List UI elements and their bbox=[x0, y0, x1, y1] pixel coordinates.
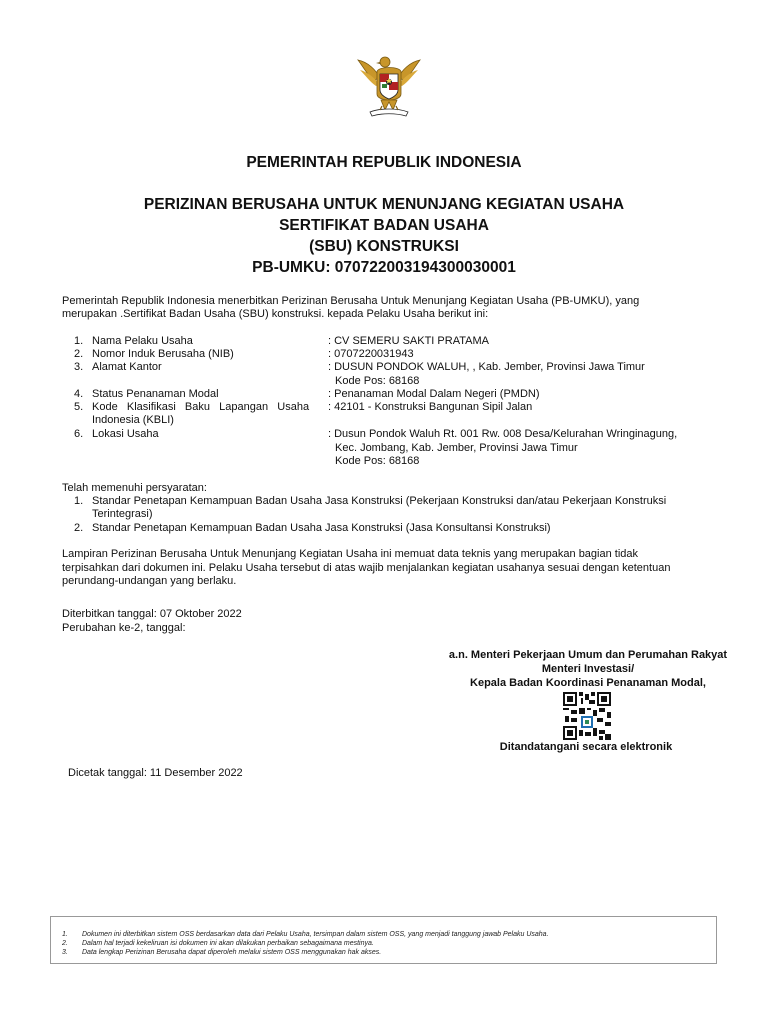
detail-value-kbli: : 42101 - Konstruksi Bangunan Sipil Jalan bbox=[328, 401, 533, 413]
detail-label-nib: Nomor Induk Berusaha (NIB) bbox=[92, 348, 234, 360]
detail-number: 1. bbox=[74, 335, 84, 347]
detail-value-office-address: : DUSUN PONDOK WALUH, , Kab. Jember, Provinsi Jawa Timur bbox=[328, 361, 645, 373]
detail-value-location-postcode: Kode Pos: 68168 bbox=[335, 455, 420, 467]
detail-label-kbli-cont: Indonesia (KBLI) bbox=[92, 414, 174, 426]
detail-label-office-address: Alamat Kantor bbox=[92, 361, 162, 373]
garuda-emblem-icon bbox=[350, 50, 428, 122]
intro-line-1: Pemerintah Republik Indonesia menerbitkan Perizinan Berusaha Untuk Menunjang Kegiatan Usaha (PB-UMKU), yang bbox=[62, 295, 640, 307]
title-line-2: SERTIFIKAT BADAN USAHA bbox=[279, 217, 489, 234]
detail-number: 3. bbox=[74, 361, 84, 373]
footnote-number: 1. bbox=[62, 931, 68, 938]
signature-line-2: Menteri Investasi/ bbox=[541, 663, 635, 675]
footnote-number: 3. bbox=[62, 949, 68, 956]
amendment-date: Perubahan ke-2, tanggal: bbox=[62, 622, 186, 634]
detail-value-location-2: Kec. Jombang, Kab. Jember, Provinsi Jawa Timur bbox=[335, 442, 578, 454]
attachment-line-3: perundang-undangan yang berlaku. bbox=[62, 575, 237, 587]
detail-number: 6. bbox=[74, 428, 84, 440]
detail-value-office-postcode: Kode Pos: 68168 bbox=[335, 375, 420, 387]
requirement-number: 1. bbox=[74, 495, 84, 507]
intro-line-2: merupakan .Sertifikat Badan Usaha (SBU) konstruksi. kepada Pelaku Usaha berikut ini: bbox=[62, 308, 489, 320]
detail-value-name: : CV SEMERU SAKTI PRATAMA bbox=[328, 335, 489, 347]
signature-line-3: Kepala Badan Koordinasi Penanaman Modal, bbox=[470, 677, 706, 689]
requirement-2: Standar Penetapan Kemampuan Badan Usaha Jasa Konstruksi (Jasa Konsultansi Konstruksi) bbox=[92, 522, 551, 534]
title-line-3: (SBU) KONSTRUKSI bbox=[309, 238, 459, 255]
certificate-number: PB-UMKU: 070722003194300030001 bbox=[252, 259, 516, 276]
footnote-2: Dalam hal terjadi kekeliruan isi dokumen ini akan dilakukan perbaikan sebagaimana mestinya. bbox=[82, 940, 374, 947]
requirements-intro: Telah memenuhi persyaratan: bbox=[62, 482, 207, 494]
detail-label-investment-status: Status Penanaman Modal bbox=[92, 388, 219, 400]
printed-date: Dicetak tanggal: 11 Desember 2022 bbox=[68, 767, 243, 779]
attachment-line-1: Lampiran Perizinan Berusaha Untuk Menunjang Kegiatan Usaha ini memuat data teknis yang merupakan bagian tidak bbox=[62, 548, 639, 560]
detail-label-name: Nama Pelaku Usaha bbox=[92, 335, 193, 347]
detail-value-nib: : 0707220031943 bbox=[328, 348, 414, 360]
government-heading: PEMERINTAH REPUBLIK INDONESIA bbox=[246, 154, 522, 171]
detail-number: 4. bbox=[74, 388, 84, 400]
footnote-3: Data lengkap Perizinan Berusaha dapat diperoleh melalui sistem OSS menggunakan hak akses. bbox=[82, 949, 382, 956]
issued-date: Diterbitkan tanggal: 07 Oktober 2022 bbox=[62, 608, 242, 620]
electronic-signature-note: Ditandatangani secara elektronik bbox=[499, 741, 673, 753]
detail-value-location: : Dusun Pondok Waluh Rt. 001 Rw. 008 Desa/Kelurahan Wringinagung, bbox=[328, 428, 678, 440]
detail-label-kbli: Kode Klasifikasi Baku Lapangan Usaha bbox=[92, 401, 310, 413]
attachment-line-2: terpisahkan dari dokumen ini. Pelaku Usaha tersebut di atas wajib menjalankan kegiatan usahanya sesuai dengan ketentuan bbox=[62, 562, 671, 574]
footnote-number: 2. bbox=[62, 940, 68, 947]
requirement-1-line-1: Standar Penetapan Kemampuan Badan Usaha Jasa Konstruksi (Pekerjaan Konstruksi dan/atau Pekerjaan Konstruksi bbox=[92, 495, 667, 507]
footnote-1: Dokumen ini diterbitkan sistem OSS berdasarkan data dari Pelaku Usaha, tersimpan dalam sistem OSS, yang menjadi tanggung jawab Pelaku Usaha. bbox=[82, 931, 549, 938]
requirement-1-line-2: Terintegrasi) bbox=[92, 508, 153, 520]
title-line-1: PERIZINAN BERUSAHA UNTUK MENUNJANG KEGIATAN USAHA bbox=[143, 196, 625, 213]
detail-label-location: Lokasi Usaha bbox=[92, 428, 159, 440]
requirement-number: 2. bbox=[74, 522, 84, 534]
qr-code-icon[interactable] bbox=[563, 692, 611, 740]
signature-line-1: a.n. Menteri Pekerjaan Umum dan Perumahan Rakyat bbox=[448, 649, 728, 661]
detail-number: 5. bbox=[74, 401, 84, 413]
detail-number: 2. bbox=[74, 348, 84, 360]
detail-value-investment-status: : Penanaman Modal Dalam Negeri (PMDN) bbox=[328, 388, 540, 400]
